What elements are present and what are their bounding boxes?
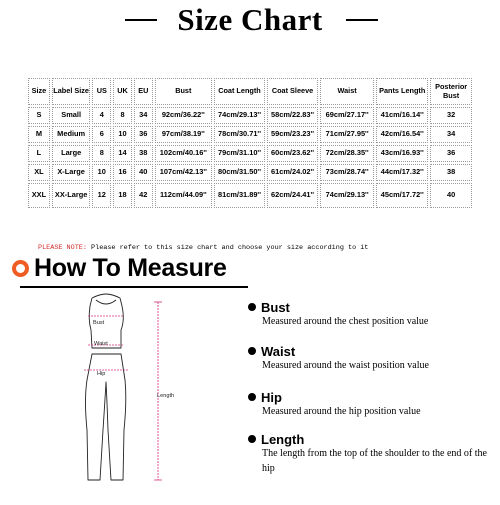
table-cell: 32 (430, 107, 472, 124)
table-cell: 4 (92, 107, 111, 124)
table-cell: 6 (92, 126, 111, 143)
table-cell: 78cm/30.71'' (214, 126, 265, 143)
header-eu: EU (134, 78, 153, 105)
table-cell: 80cm/31.50'' (214, 164, 265, 181)
header-bust: Bust (155, 78, 212, 105)
header-uk: UK (113, 78, 132, 105)
measure-description: Measured around the waist position value (262, 360, 429, 371)
measure-description: Measured around the chest position value (262, 316, 429, 327)
table-cell: 69cm/27.17'' (320, 107, 374, 124)
table-row (28, 145, 472, 162)
measure-name: Hip (261, 390, 282, 405)
table-cell: 74cm/29.13'' (214, 107, 265, 124)
how-to-measure-header (10, 256, 310, 288)
table-cell: 43cm/16.93'' (376, 145, 428, 162)
table-cell: 97cm/38.19'' (155, 126, 212, 143)
table-cell: Small (52, 107, 91, 124)
size-table (26, 76, 474, 210)
measure-description: The length from the top of the shoulder to the end of the hip (262, 448, 487, 474)
size-chart-header (0, 2, 500, 37)
page-title: Size Chart (177, 2, 323, 37)
neckline-outline (92, 294, 120, 298)
table-cell: 81cm/31.89'' (214, 183, 265, 208)
table-cell: 36 (134, 126, 153, 143)
table-cell: XL (28, 164, 50, 181)
table-cell: 62cm/24.41'' (267, 183, 318, 208)
table-cell: 102cm/40.16'' (155, 145, 212, 162)
table-cell: 16 (113, 164, 132, 181)
table-cell: 41cm/16.14'' (376, 107, 428, 124)
table-cell: 59cm/23.23'' (267, 126, 318, 143)
table-cell: 8 (113, 107, 132, 124)
table-cell: 14 (113, 145, 132, 162)
table-cell: 10 (113, 126, 132, 143)
table-cell: XXL (28, 183, 50, 208)
table-cell: M (28, 126, 50, 143)
table-cell: XX-Large (52, 183, 91, 208)
table-row (28, 126, 472, 143)
table-cell: 8 (92, 145, 111, 162)
header-coat-sleeve: Coat Sleeve (267, 78, 318, 105)
how-to-measure-underline (20, 286, 248, 288)
table-cell: 42 (134, 183, 153, 208)
header-posterior-bust: Posterior Bust (430, 78, 472, 105)
measure-item-bust (248, 300, 488, 330)
header-size: Size (28, 78, 50, 105)
table-cell: Large (52, 145, 91, 162)
measure-item-hip (248, 390, 488, 420)
table-cell: 107cm/42.13'' (155, 164, 212, 181)
figure-label-bust: Bust (93, 320, 105, 326)
ring-bullet-icon (12, 260, 29, 277)
bullet-icon (248, 303, 256, 311)
table-row (28, 183, 472, 208)
header-coat-length: Coat Length (214, 78, 265, 105)
table-row (28, 164, 472, 181)
header-label-size: Label Size (52, 78, 91, 105)
title-rule-right (346, 19, 378, 21)
table-cell: 10 (92, 164, 111, 181)
measure-item-waist (248, 344, 488, 374)
table-cell: 60cm/23.62'' (267, 145, 318, 162)
table-cell: S (28, 107, 50, 124)
figure-label-waist: Waist (94, 341, 108, 347)
pants-outline (86, 354, 126, 480)
how-to-measure-title: How To Measure (34, 254, 227, 282)
table-cell: 73cm/28.74'' (320, 164, 374, 181)
table-cell: 38 (430, 164, 472, 181)
measure-item-length (248, 432, 488, 476)
note-prefix: PLEASE NOTE: (38, 244, 87, 252)
table-row (28, 107, 472, 124)
table-cell: 42cm/16.54'' (376, 126, 428, 143)
bullet-icon (248, 347, 256, 355)
table-cell: 58cm/22.83'' (267, 107, 318, 124)
measurement-figure (70, 290, 200, 500)
table-cell: 34 (430, 126, 472, 143)
table-cell: 34 (134, 107, 153, 124)
table-cell: Medium (52, 126, 91, 143)
table-cell: 36 (430, 145, 472, 162)
table-cell: 38 (134, 145, 153, 162)
table-cell: 92cm/36.22'' (155, 107, 212, 124)
header-waist: Waist (320, 78, 374, 105)
measure-name: Waist (261, 344, 296, 359)
table-cell: 45cm/17.72'' (376, 183, 428, 208)
table-cell: L (28, 145, 50, 162)
header-pants-length: Pants Length (376, 78, 428, 105)
table-cell: 74cm/29.13'' (320, 183, 374, 208)
table-cell: 71cm/27.95'' (320, 126, 374, 143)
table-cell: 44cm/17.32'' (376, 164, 428, 181)
table-cell: 61cm/24.02'' (267, 164, 318, 181)
bullet-icon (248, 393, 256, 401)
neck-curve (96, 300, 116, 304)
table-cell: 79cm/31.10'' (214, 145, 265, 162)
size-note (38, 244, 368, 252)
table-cell: 112cm/44.09'' (155, 183, 212, 208)
table-cell: X-Large (52, 164, 91, 181)
table-cell: 12 (92, 183, 111, 208)
figure-label-length: Length (157, 393, 175, 399)
measure-name: Length (261, 432, 305, 447)
table-header-row (28, 78, 472, 105)
figure-label-hip: Hip (97, 371, 106, 377)
table-cell: 40 (430, 183, 472, 208)
mannequin-illustration (70, 290, 200, 500)
bullet-icon (248, 435, 256, 443)
note-text: Please refer to this size chart and choose your size according to it (86, 244, 369, 252)
table-cell: 18 (113, 183, 132, 208)
table-cell: 72cm/28.35'' (320, 145, 374, 162)
header-us: US (92, 78, 111, 105)
measure-description: Measured around the hip position value (262, 406, 421, 417)
measure-name: Bust (261, 300, 290, 315)
table-cell: 40 (134, 164, 153, 181)
